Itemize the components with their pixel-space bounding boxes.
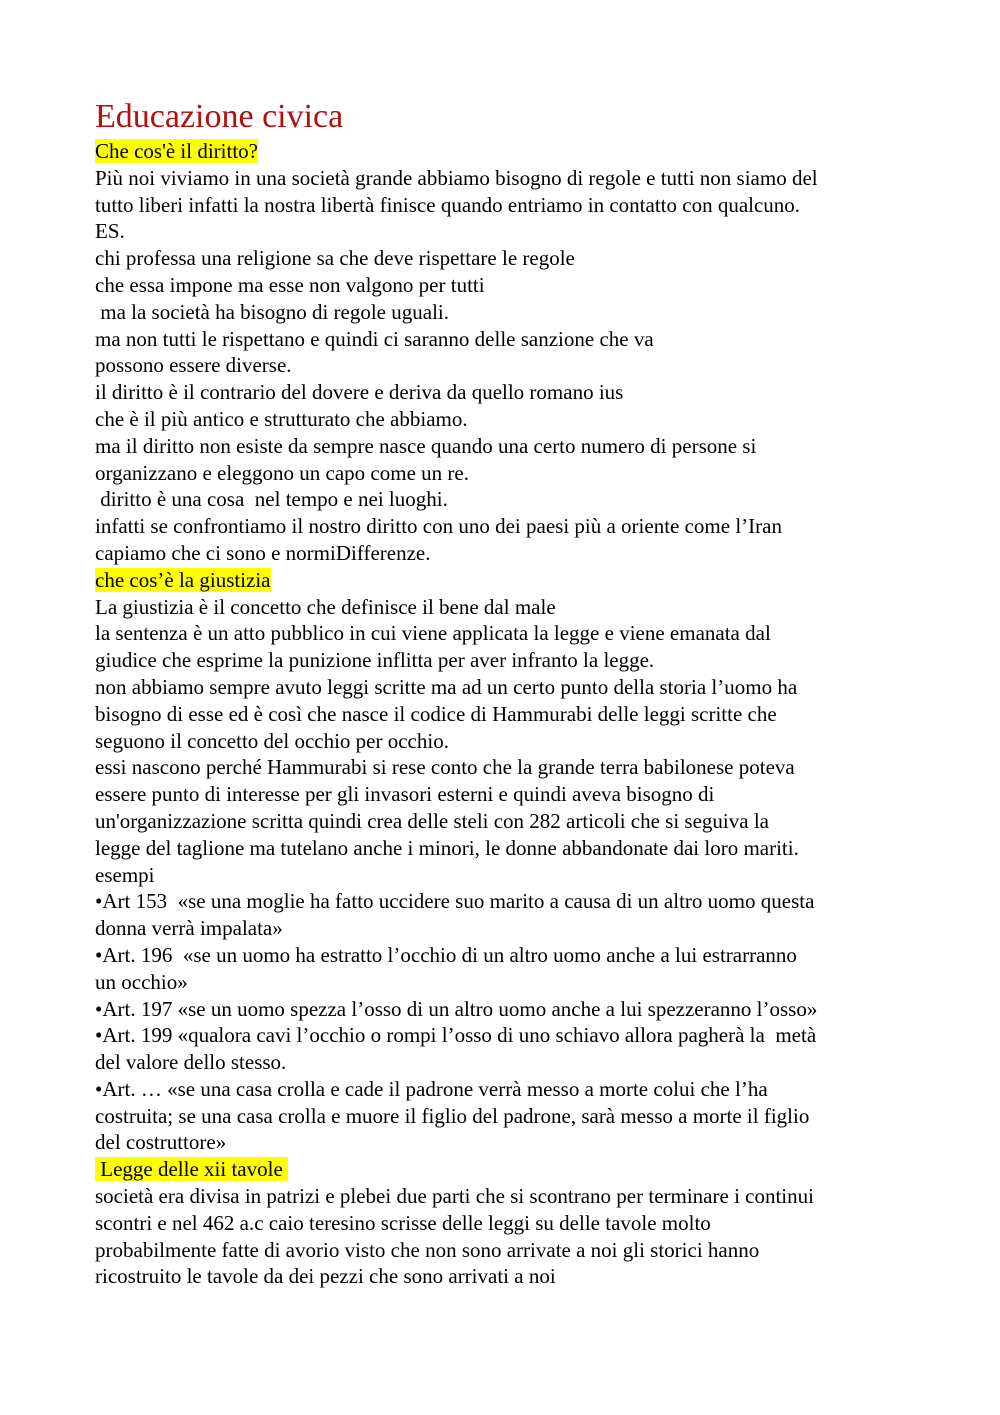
body-text-line: capiamo che ci sono e normiDifferenze. (95, 540, 431, 565)
body-text-line: infatti se confrontiamo il nostro diritto con uno dei paesi più a oriente come l’Iran (95, 514, 782, 539)
body-text-line: ma non tutti le rispettano e quindi ci saranno delle sanzione che va (95, 326, 654, 351)
body-text-line: ES. (95, 219, 125, 244)
body-text-line: essere punto di interesse per gli invasori esterni e quindi aveva bisogno di (95, 782, 715, 807)
section-heading (95, 1156, 955, 1183)
body-text-line: seguono il concetto del occhio per occhio. (95, 728, 449, 753)
body-text-line: essi nascono perché Hammurabi si rese conto che la grande terra babilonese poteva (95, 755, 795, 780)
body-text-line: scontri e nel 462 a.c caio teresino scrisse delle leggi su delle tavole molto (95, 1210, 711, 1235)
body-text-line: un'organizzazione scritta quindi crea delle steli con 282 articoli che si seguiva la (95, 808, 769, 833)
body-text-line: ricostruito le tavole da dei pezzi che sono arrivati a noi (95, 1264, 556, 1289)
body-text-line: possono essere diverse. (95, 353, 292, 378)
section-heading (95, 138, 955, 165)
body-text-line: organizzano e eleggono un capo come un re. (95, 460, 469, 485)
body-text-line: •Art 153 «se una moglie ha fatto uccidere suo marito a causa di un altro uomo questa (95, 889, 815, 914)
body-text-line: che essa impone ma esse non valgono per tutti (95, 272, 485, 297)
document-title: Educazione civica (95, 98, 344, 135)
body-text-line: giudice che esprime la punizione inflitta per aver infranto la legge. (95, 648, 655, 673)
body-text-line: ma la società ha bisogno di regole uguali. (95, 299, 449, 324)
body-text-line: esempi (95, 862, 155, 887)
body-text-line: chi professa una religione sa che deve rispettare le regole (95, 246, 575, 271)
document-page (95, 96, 955, 1290)
highlighted-heading-text: che cos’è la giustizia (95, 567, 271, 592)
body-text-line: ma il diritto non esiste da sempre nasce quando una certo numero di persone si (95, 433, 757, 458)
body-text-line: del valore dello stesso. (95, 1050, 287, 1075)
body-text-line: bisogno di esse ed è così che nasce il codice di Hammurabi delle leggi scritte che (95, 701, 777, 726)
body-text-line: donna verrà impalata» (95, 916, 283, 941)
body-text-line: •Art. 197 «se un uomo spezza l’osso di un altro uomo anche a lui spezzeranno l’osso» (95, 996, 818, 1021)
highlighted-heading-text: Legge delle xii tavole (95, 1157, 289, 1182)
body-text-line: non abbiamo sempre avuto leggi scritte ma ad un certo punto della storia l’uomo ha (95, 674, 798, 699)
body-text-line: legge del taglione ma tutelano anche i minori, le donne abbandonate dai loro mariti. (95, 835, 799, 860)
body-text-line: tutto liberi infatti la nostra libertà finisce quando entriamo in contatto con qualcuno. (95, 192, 801, 217)
body-text-line: •Art. 199 «qualora cavi l’occhio o rompi l’osso di uno schiavo allora pagherà la metà (95, 1023, 817, 1048)
body-text-line: che è il più antico e strutturato che abbiamo. (95, 406, 468, 431)
highlighted-heading-text: Che cos'è il diritto? (95, 139, 258, 163)
body-text-line: società era divisa in patrizi e plebei due parti che si scontrano per terminare i continui (95, 1184, 814, 1209)
body-text-line: diritto è una cosa nel tempo e nei luoghi. (95, 487, 448, 512)
section-heading (95, 567, 955, 594)
body-text-line: La giustizia è il concetto che definisce il bene dal male (95, 594, 556, 619)
body-text-line: Più noi viviamo in una società grande abbiamo bisogno di regole e tutti non siamo del (95, 165, 818, 190)
body-text-line: del costruttore» (95, 1130, 227, 1155)
body-text-line: un occhio» (95, 969, 188, 994)
body-text-line: costruita; se una casa crolla e muore il figlio del padrone, sarà messo a morte il figlio (95, 1103, 810, 1128)
body-text-line: •Art. … «se una casa crolla e cade il padrone verrà messo a morte colui che l’ha (95, 1076, 768, 1101)
document-body (95, 138, 955, 1290)
body-text-line: il diritto è il contrario del dovere e deriva da quello romano ius (95, 380, 624, 405)
body-text-line: la sentenza è un atto pubblico in cui viene applicata la legge e viene emanata dal (95, 621, 771, 646)
body-text-line: probabilmente fatte di avorio visto che non sono arrivate a noi gli storici hanno (95, 1237, 760, 1262)
body-text-line: •Art. 196 «se un uomo ha estratto l’occhio di un altro uomo anche a lui estrarranno (95, 942, 797, 967)
